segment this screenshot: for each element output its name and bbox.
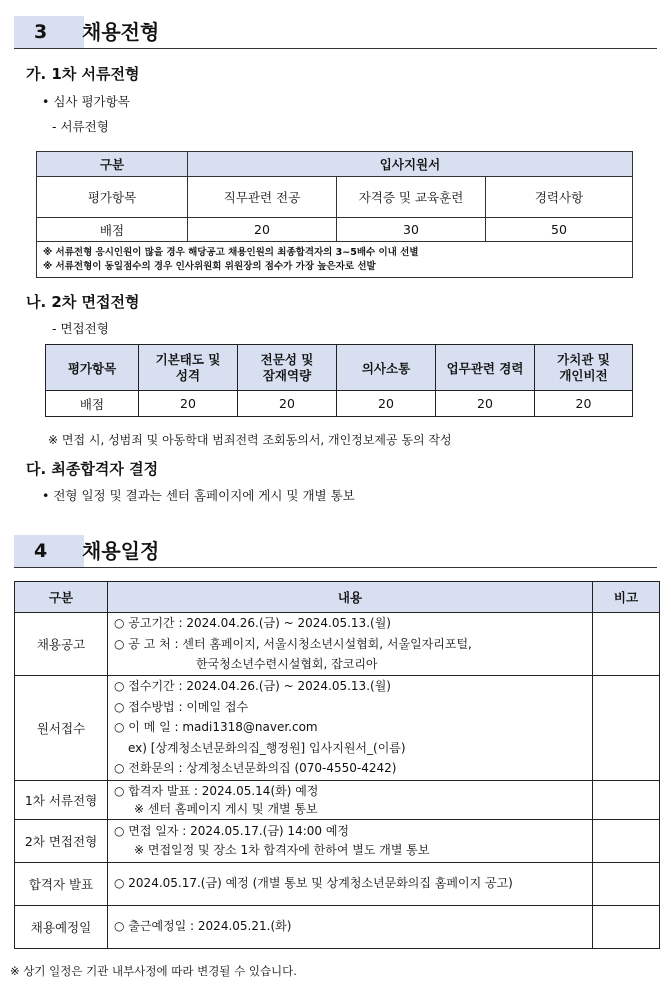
sub3-heading: 다. 최종합격자 결정: [26, 460, 159, 478]
sub2-dash: - 면접전형: [52, 321, 109, 336]
schedule-content: [108, 905, 593, 948]
schedule-line: ○ 2024.05.17.(금) 예정 (개별 통보 및 상계청소년문화의집 홈페이지 공고): [114, 876, 513, 891]
schedule-label: 1차 서류전형: [15, 780, 108, 819]
section3-title: 채용전형: [82, 20, 160, 44]
t1-score: 50: [486, 218, 633, 242]
t1-score: 30: [337, 218, 486, 242]
table-row: [15, 780, 660, 819]
table-row: [15, 905, 660, 948]
t2-score: 20: [238, 391, 337, 417]
t2-item: 가치관 및 개인비전: [535, 345, 633, 391]
schedule-line: ※ 면접일정 및 장소 1차 합격자에 한하여 별도 개별 통보: [134, 842, 430, 857]
schedule-content: [108, 862, 593, 905]
schedule-line: ex) [상계청소년문화의집_행정원] 입사지원서_(이름): [128, 740, 406, 755]
interview-table: [45, 344, 633, 417]
schedule-content: [108, 613, 593, 676]
schedule-line: ○ 공고기간 : 2024.04.26.(금) ~ 2024.05.13.(월): [114, 616, 391, 630]
schedule-label: 채용공고: [15, 613, 108, 676]
schedule-content: [108, 780, 593, 819]
schedule-remark: [593, 819, 660, 862]
t1-item: 직무관련 전공: [188, 177, 337, 218]
sub2-heading: 나. 2차 면접전형: [26, 293, 140, 311]
schedule-line: ※ 센터 홈페이지 게시 및 개별 통보: [134, 801, 318, 816]
t2-item: 의사소통: [337, 345, 436, 391]
schedule-header: 내용: [108, 582, 593, 613]
schedule-label: 합격자 발표: [15, 862, 108, 905]
sub1-dash: - 서류전형: [52, 119, 109, 134]
schedule-table: [14, 581, 660, 949]
schedule-line: ○ 전화문의 : 상계청소년문화의집 (070-4550-4242): [114, 761, 397, 776]
t2-item: 업무관련 경력: [436, 345, 535, 391]
t1-note: ※ 서류전형이 동일점수의 경우 인사위원회 위원장의 점수가 가장 높은자로 선발: [43, 260, 376, 272]
schedule-line: ○ 출근예정일 : 2024.05.21.(화): [114, 919, 292, 934]
schedule-line: ○ 접수기간 : 2024.04.26.(금) ~ 2024.05.13.(월): [114, 679, 391, 694]
schedule-line: 한국청소년수련시설협회, 잡코리아: [196, 657, 378, 671]
schedule-line: ○ 면접 일자 : 2024.05.17.(금) 14:00 예정: [114, 823, 350, 838]
t2-score: 20: [139, 391, 238, 417]
t1-header-group: 입사지원서: [188, 152, 633, 177]
sub2-note: ※ 면접 시, 성범죄 및 아동학대 범죄전력 조회동의서, 개인정보제공 동의 작성: [48, 433, 452, 447]
t2-score: 20: [436, 391, 535, 417]
t1-item: 자격증 및 교육훈련: [337, 177, 486, 218]
t2-score: 20: [535, 391, 633, 417]
t1-notes: [37, 242, 633, 278]
t2-score: 20: [337, 391, 436, 417]
table-row: [15, 675, 660, 780]
sub1-bullet: • 심사 평가항목: [42, 94, 130, 109]
schedule-remark: [593, 675, 660, 780]
t2-header-label: 평가항목: [46, 345, 139, 391]
schedule-line: ○ 접수방법 : 이메일 접수: [114, 699, 249, 714]
schedule-footnote: ※ 상기 일정은 기관 내부사정에 따라 변경될 수 있습니다.: [10, 964, 297, 978]
t1-item: 경력사항: [486, 177, 633, 218]
t2-item: 전문성 및 잠재역량: [238, 345, 337, 391]
document-screening-table: [36, 151, 633, 278]
sub3-bullet: • 전형 일정 및 결과는 센터 홈페이지에 게시 및 개별 통보: [42, 488, 355, 503]
schedule-line: ○ 공 고 처 : 센터 홈페이지, 서울시청소년시설협회, 서울일자리포털,: [114, 636, 472, 651]
section4-header: [14, 535, 657, 568]
schedule-label: 원서접수: [15, 675, 108, 780]
schedule-line: ○ 합격자 발표 : 2024.05.14(화) 예정: [114, 783, 319, 798]
t1-score: 20: [188, 218, 337, 242]
schedule-line: ○ 이 메 일 : madi1318@naver.com: [114, 720, 318, 735]
schedule-label: 2차 면접전형: [15, 819, 108, 862]
table-row: [15, 862, 660, 905]
section4-number: 4: [14, 535, 84, 567]
schedule-content: [108, 819, 593, 862]
schedule-header: 비고: [593, 582, 660, 613]
sub1-heading: 가. 1차 서류전형: [26, 65, 140, 83]
schedule-remark: [593, 613, 660, 676]
table-row: [15, 819, 660, 862]
section3-number: 3: [14, 16, 84, 48]
section3-header: [14, 16, 657, 49]
section4-title: 채용일정: [82, 539, 160, 563]
t2-item: 기본태도 및 성격: [139, 345, 238, 391]
t2-row-label: 배점: [46, 391, 139, 417]
schedule-remark: [593, 905, 660, 948]
schedule-content: [108, 675, 593, 780]
schedule-remark: [593, 780, 660, 819]
t1-header-category: 구분: [37, 152, 188, 177]
schedule-header: 구분: [15, 582, 108, 613]
t1-note: ※ 서류전형 응시인원이 많을 경우 해당공고 채용인원의 최종합격자의 3~5배수 이내 선별: [43, 246, 419, 258]
t1-row-label-items: 평가항목: [37, 177, 188, 218]
table-row: [15, 613, 660, 676]
schedule-remark: [593, 862, 660, 905]
t1-row-label-score: 배점: [37, 218, 188, 242]
schedule-label: 채용예정일: [15, 905, 108, 948]
